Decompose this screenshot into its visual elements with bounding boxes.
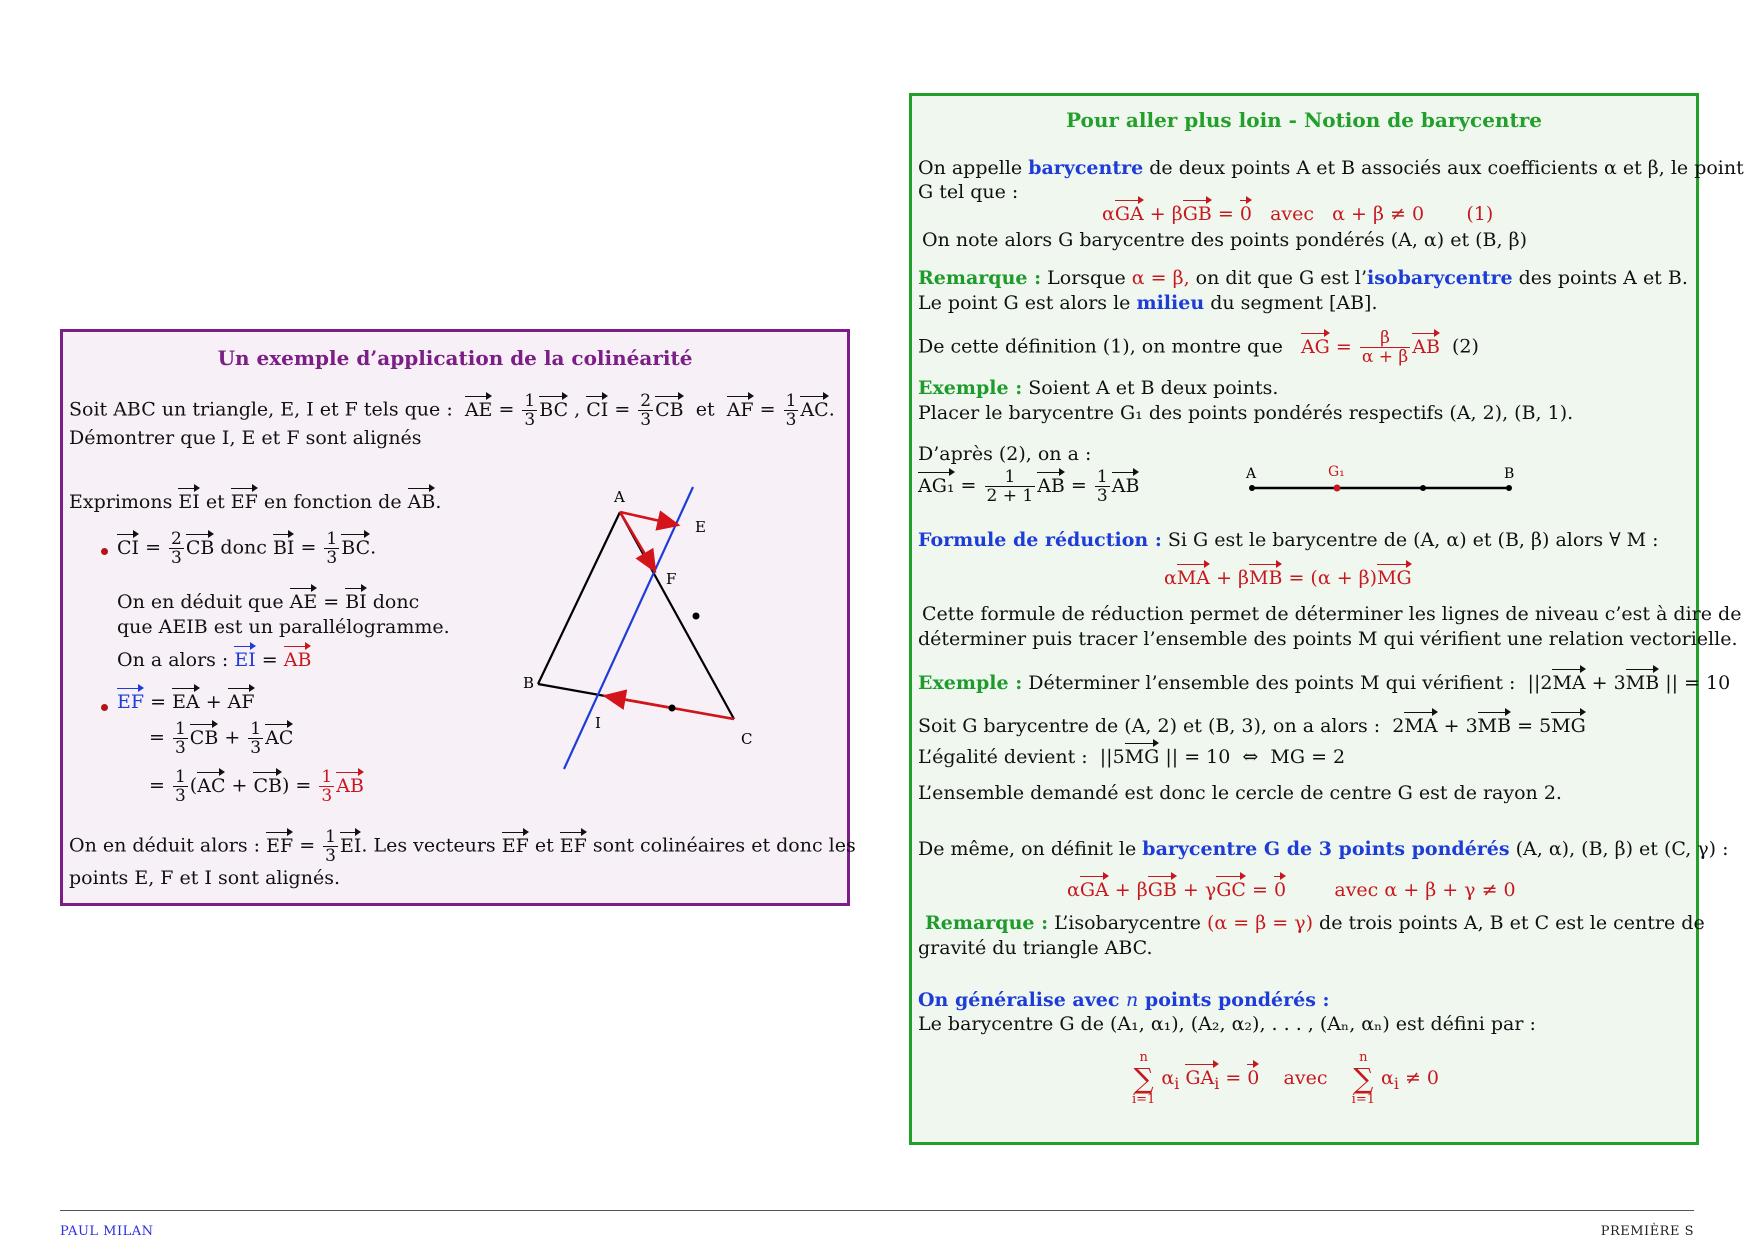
formule-equation: αMA + βMB = (α + β)MG xyxy=(1164,567,1412,589)
label-f: F xyxy=(666,570,677,588)
left-box-title: Un exemple d’application de la colinéarité xyxy=(217,346,693,370)
ei-equals-ab: On a alors : EI = AB xyxy=(117,649,312,671)
conclusion-line-2: points E, F et I sont alignés. xyxy=(69,867,340,889)
def-equation: αGA + βGB = 0 avec α + β ≠ 0 (1) xyxy=(1102,203,1494,225)
right-box-title: Pour aller plus loin - Notion de barycentre xyxy=(1066,108,1542,132)
intro-statement: Soit ABC un triangle, E, I et F tels que : AE = $\frac{1}{3}$ BC , CI = $\frac{2}{3}$ CB et AF = $\frac{1}{3}$ AC. xyxy=(69,391,835,430)
from-definition: De cette définition (1), on montre que AG = $\frac{\beta}{\alpha + \beta}$ AB (2) xyxy=(918,328,1479,367)
de-meme-line: De même, on définit le barycentre G de 3 points pondérés (A, α), (B, β) et (C, γ) : xyxy=(918,838,1729,860)
deduction-line: On en déduit que AE = BI donc xyxy=(117,591,420,613)
formule-reduction: Formule de réduction : Si G est le barycentre de (A, α) et (B, β) alors ∀ M : xyxy=(918,529,1659,551)
segment-figure xyxy=(1242,462,1542,502)
def-line-1: On appelle barycentre de deux points A et B associés aux coefficients α et β, le point xyxy=(918,157,1744,179)
bullet-2 xyxy=(101,704,108,711)
footer-rule xyxy=(60,1210,1694,1211)
point-ac-third xyxy=(693,613,700,620)
label-c: C xyxy=(741,730,753,748)
remarque-2: Remarque : L’isobarycentre (α = β = γ) de trois points A, B et C est le centre de xyxy=(925,912,1705,934)
conclusion-line-1: On en déduit alors : EF = $\frac{1}{3}$ EI. Les vecteurs EF et EF sont colinéaires et donc les xyxy=(69,827,856,866)
def-note: On note alors G barycentre des points pondérés (A, α) et (B, β) xyxy=(922,229,1527,251)
barycentre-box xyxy=(909,93,1744,1145)
exemple-1: Exemple : Soient A et B deux points. xyxy=(918,377,1279,399)
ef-step-3: = $\frac{1}{3}$ (AC + CB) = $\frac{1}{3}$ AB xyxy=(149,767,364,806)
label-e: E xyxy=(695,518,706,536)
label-a: A xyxy=(614,488,625,506)
triangle-figure xyxy=(523,482,833,802)
remarque-1-line-2: Le point G est alors le milieu du segment [AB]. xyxy=(918,292,1378,314)
exemple-2-egalite: L’égalité devient : ||5MG || = 10 ⇔ MG = 2 xyxy=(918,746,1346,768)
dapres-line: D’après (2), on a : xyxy=(918,443,1092,465)
remarque-1: Remarque : Lorsque α = β, on dit que G est l’isobarycentre des points A et B. xyxy=(918,267,1688,289)
exprimons-line: Exprimons EI et EF en fonction de AB. xyxy=(69,491,442,513)
def-line-2: G tel que : xyxy=(918,181,1019,203)
label-b: B xyxy=(523,674,535,692)
exemple-2: Exemple : Déterminer l’ensemble des points M qui vérifient : ||2MA + 3MB || = 10 xyxy=(918,672,1731,694)
three-points-equation: αGA + βGB + γGC = 0 avec α + β + γ ≠ 0 xyxy=(1067,879,1516,901)
exemple-2-soit: Soit G barycentre de (A, 2) et (B, 3), on a alors : 2MA + 3MB = 5MG xyxy=(918,715,1586,737)
exemple-2-ensemble: L’ensemble demandé est donc le cercle de centre G est de rayon 2. xyxy=(918,782,1562,804)
seg-label-a: A xyxy=(1246,466,1257,482)
formule-desc-1: Cette formule de réduction permet de déterminer les lignes de niveau c’est à dire de xyxy=(922,603,1742,625)
remarque-2-line-2: gravité du triangle ABC. xyxy=(918,937,1153,959)
exemple-1-line-2: Placer le barycentre G₁ des points pondérés respectifs (A, 2), (B, 1). xyxy=(918,402,1574,424)
vector-ae xyxy=(620,512,678,525)
seg-label-b: B xyxy=(1504,466,1515,482)
general-equation: n ∑ i=1 $\alpha_i$ $GA_i = 0$ avec n ∑ i=1 $\alpha_i \ne 0$ xyxy=(1132,1050,1440,1107)
generalise-heading: On généralise avec n points pondérés : xyxy=(918,989,1330,1011)
bullet-1 xyxy=(101,548,108,555)
parallelogram-line: que AEIB est un parallélogramme. xyxy=(117,616,450,638)
point-g1 xyxy=(1334,485,1341,492)
ef-decomposition: EF = EA + AF xyxy=(117,691,255,713)
general-definition: Le barycentre G de (A₁, α₁), (A₂, α₂), . . . , (Aₙ, αₙ) est défini par : xyxy=(918,1013,1536,1035)
formule-desc-2: déterminer puis tracer l’ensemble des points M qui vérifient une relation vectorielle. xyxy=(918,628,1738,650)
ag1-equation: AG₁ = $\frac{1}{2 + 1}$ AB = $\frac{1}{3}$ AB xyxy=(918,467,1140,506)
point-bc-third xyxy=(669,705,676,712)
footer-author: PAUL MILAN xyxy=(60,1224,154,1239)
point-b xyxy=(1506,485,1512,491)
demontrer-line: Démontrer que I, E et F sont alignés xyxy=(69,427,422,449)
label-i: I xyxy=(595,714,601,732)
point-a xyxy=(1249,485,1255,491)
ci-relation: CI = $\frac{2}{3}$ CB donc BI = $\frac{1}{3}$ BC. xyxy=(117,529,377,568)
footer-level: PREMIÈRE S xyxy=(1600,1224,1694,1239)
seg-label-g1: G₁ xyxy=(1328,464,1345,480)
colinearity-example-box xyxy=(60,329,856,906)
side-ab xyxy=(538,512,620,684)
vector-af xyxy=(620,512,655,571)
ef-step-2: = $\frac{1}{3}$ CB + $\frac{1}{3}$ AC xyxy=(149,719,294,758)
point-two-thirds xyxy=(1420,485,1426,491)
